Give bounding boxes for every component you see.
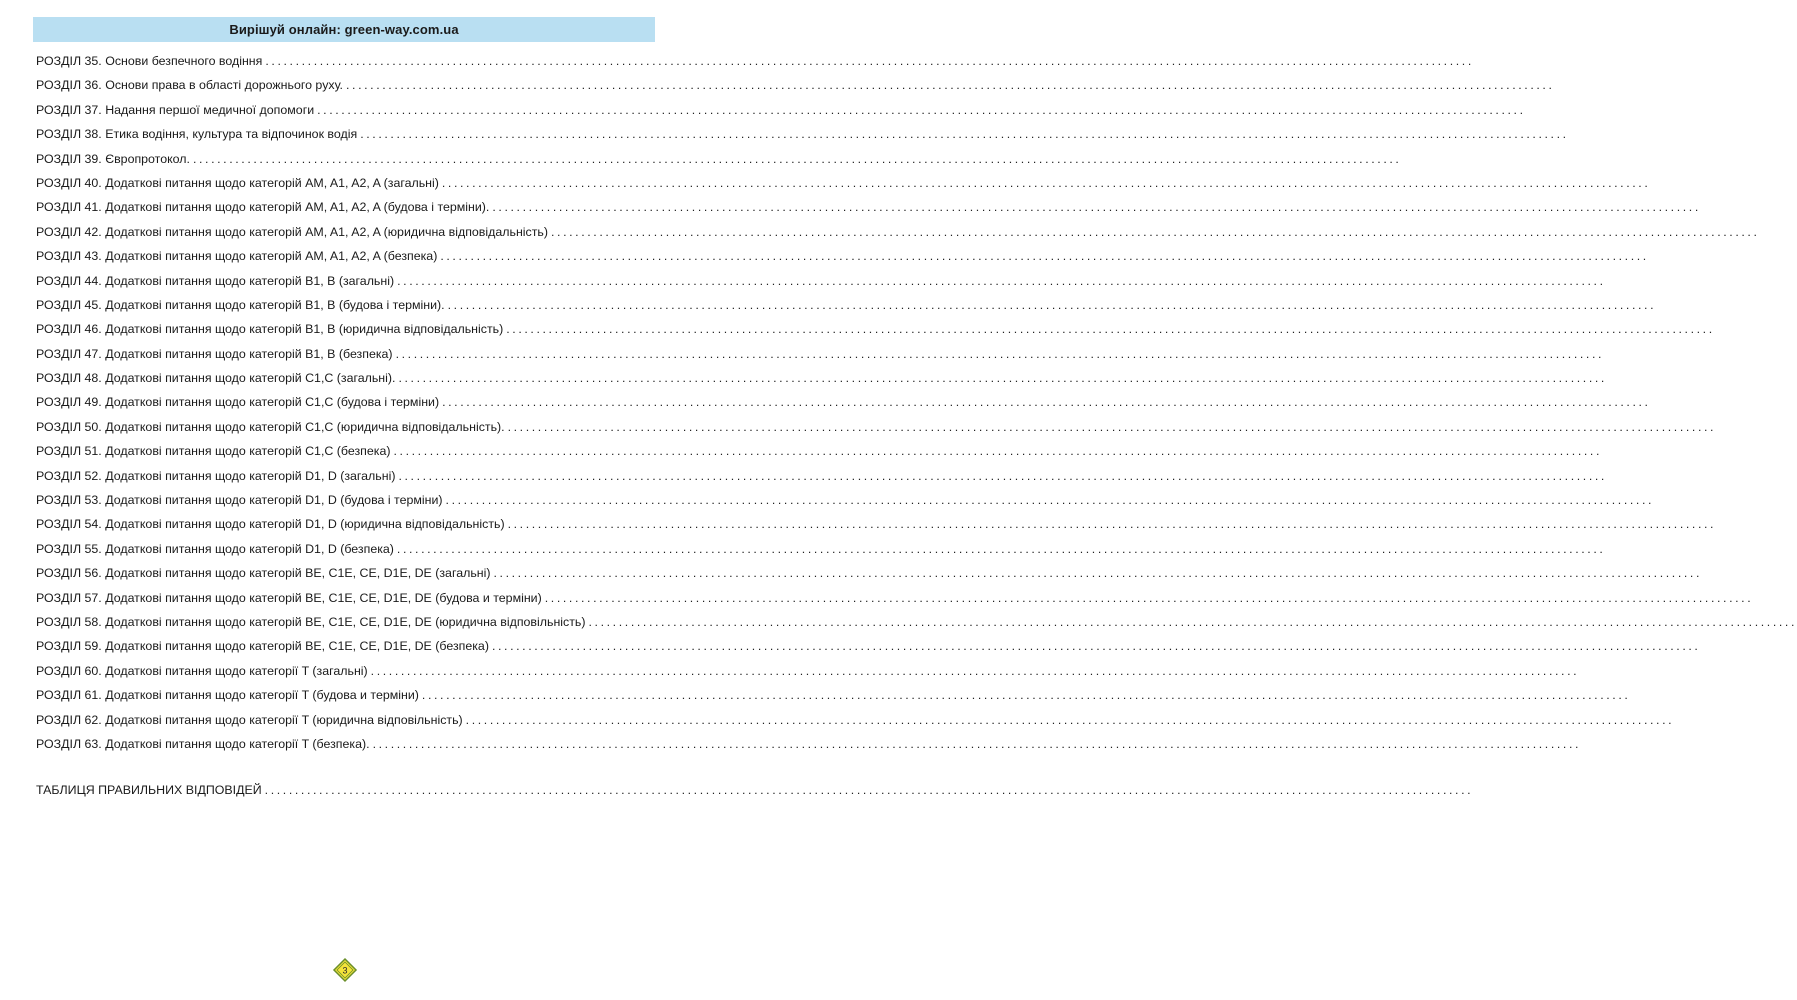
page-number: 3 xyxy=(342,965,348,976)
toc-row[interactable] xyxy=(36,708,1675,732)
dot-leader: ........................................................................................................................................................................................................ xyxy=(396,541,1606,556)
toc-row[interactable] xyxy=(36,464,1607,488)
dot-leader: ........................................................................................................................................................................................................ xyxy=(370,663,1580,678)
dot-leader: ........................................................................................................................................................................................................ xyxy=(317,102,1526,117)
toc-label: РОЗДІЛ 56. Додаткові питання щодо категорій BE, C1E, CE, D1E, DE (загальні) xyxy=(36,566,491,581)
toc-label: РОЗДІЛ 59. Додаткові питання щодо категорій BE, C1E, CE, D1E, DE (безпека) xyxy=(36,639,489,654)
toc-label: РОЗДІЛ 61. Додаткові питання щодо категорії T (будова и терміни) xyxy=(36,688,419,703)
table-of-contents xyxy=(36,49,1797,756)
toc-label: РОЗДІЛ 45. Додаткові питання щодо категорій B1, B (будова і терміни). xyxy=(36,297,445,312)
dot-leader: ........................................................................................................................................................................................................ xyxy=(397,273,1606,288)
dot-leader: ........................................................................................................................................................................................................ xyxy=(264,783,1474,797)
toc-row[interactable] xyxy=(36,98,1526,122)
toc-row[interactable] xyxy=(36,634,1701,658)
toc-row[interactable] xyxy=(36,147,1402,171)
toc-label: РОЗДІЛ 50. Додаткові питання щодо категорій C1,C (юридична відповідальність). xyxy=(36,419,505,434)
toc-row[interactable] xyxy=(36,220,1760,244)
dot-leader: ........................................................................................................................................................................................................ xyxy=(447,297,1657,312)
toc-label: РОЗДІЛ 41. Додаткові питання щодо категорій AM, A1, A2, A (будова і терміни). xyxy=(36,200,490,215)
toc-label: РОЗДІЛ 57. Додаткові питання щодо категорій BE, C1E, CE, D1E, DE (будова и терміни) xyxy=(36,590,542,605)
toc-row[interactable] xyxy=(36,610,1797,634)
dot-leader: ........................................................................................................................................................................................................ xyxy=(588,614,1797,629)
dot-leader: ........................................................................................................................................................................................................ xyxy=(445,493,1655,508)
toc-label: РОЗДІЛ 60. Додаткові питання щодо категорії T (загальні) xyxy=(36,663,368,678)
answers-section xyxy=(36,778,1474,802)
dot-leader: ........................................................................................................................................................................................................ xyxy=(421,688,1631,703)
toc-label: РОЗДІЛ 35. Основи безпечного водіння xyxy=(36,54,263,68)
toc-row[interactable] xyxy=(36,122,1569,146)
toc-row[interactable] xyxy=(36,439,1602,463)
toc-row[interactable] xyxy=(36,195,1701,219)
diamond-badge-icon xyxy=(333,958,357,982)
toc-label: РОЗДІЛ 48. Додаткові питання щодо категорій C1,C (загальні). xyxy=(36,371,396,386)
toc-row[interactable] xyxy=(36,342,1605,366)
toc-row[interactable] xyxy=(36,415,1717,439)
toc-label: РОЗДІЛ 53. Додаткові питання щодо категорій D1, D (будова і терміни) xyxy=(36,493,443,508)
toc-label: РОЗДІЛ 36. Основи права в області дорожнього руху. xyxy=(36,78,343,93)
toc-label: РОЗДІЛ 58. Додаткові питання щодо категорій BE, C1E, CE, D1E, DE (юридична відповільність) xyxy=(36,614,586,629)
banner-text: Вирішуй онлайн: green-way.com.ua xyxy=(229,22,459,37)
dot-leader: ........................................................................................................................................................................................................ xyxy=(493,566,1703,581)
toc-row[interactable] xyxy=(36,73,1555,97)
toc-label: РОЗДІЛ 52. Додаткові питання щодо категорій D1, D (загальні) xyxy=(36,468,396,483)
toc-row[interactable] xyxy=(36,366,1607,390)
toc-label: РОЗДІЛ 55. Додаткові питання щодо категорій D1, D (безпека) xyxy=(36,541,394,556)
toc-row-answers-table[interactable] xyxy=(36,778,1474,802)
dot-leader: ........................................................................................................................................................................................................ xyxy=(441,175,1651,190)
dot-leader: ........................................................................................................................................................................................................ xyxy=(507,517,1717,532)
toc-row[interactable] xyxy=(36,561,1703,585)
toc-row[interactable] xyxy=(36,244,1649,268)
toc-label: РОЗДІЛ 49. Додаткові питання щодо категорій C1,C (будова і терміни) xyxy=(36,395,440,410)
toc-label: РОЗДІЛ 63. Додаткові питання щодо категорії T (безпека). xyxy=(36,736,370,751)
toc-label: РОЗДІЛ 54. Додаткові питання щодо категорій D1, D (юридична відповідальність) xyxy=(36,517,505,532)
toc-row[interactable] xyxy=(36,586,1754,610)
toc-row[interactable] xyxy=(36,537,1606,561)
toc-row[interactable] xyxy=(36,683,1631,707)
toc-label: ТАБЛИЦЯ ПРАВИЛЬНИХ ВІДПОВІДЕЙ xyxy=(36,783,262,797)
dot-leader: ........................................................................................................................................................................................................ xyxy=(393,444,1602,459)
toc-row[interactable] xyxy=(36,317,1715,341)
dot-leader: ........................................................................................................................................................................................................ xyxy=(398,371,1607,386)
toc-label: РОЗДІЛ 38. Етика водіння, культура та відпочинок водія xyxy=(36,127,358,142)
page-number-badge xyxy=(333,958,357,982)
toc-label: РОЗДІЛ 47. Додаткові питання щодо категорій B1, B (безпека) xyxy=(36,346,393,361)
toc-row[interactable] xyxy=(36,269,1606,293)
dot-leader: ........................................................................................................................................................................................................ xyxy=(265,54,1474,68)
toc-label: РОЗДІЛ 37. Надання першої медичної допомоги xyxy=(36,102,315,117)
toc-label: РОЗДІЛ 46. Додаткові питання щодо категорій B1, B (юридична відповідальність) xyxy=(36,322,504,337)
dot-leader: ........................................................................................................................................................................................................ xyxy=(506,322,1715,337)
toc-row[interactable] xyxy=(36,488,1655,512)
dot-leader: ........................................................................................................................................................................................................ xyxy=(551,224,1760,239)
toc-row[interactable] xyxy=(36,390,1651,414)
dot-leader: ........................................................................................................................................................................................................ xyxy=(492,200,1701,215)
dot-leader: ........................................................................................................................................................................................................ xyxy=(192,151,1402,166)
dot-leader: ........................................................................................................................................................................................................ xyxy=(491,639,1701,654)
toc-label: РОЗДІЛ 44. Додаткові питання щодо категорій B1, B (загальні) xyxy=(36,273,395,288)
toc-row[interactable] xyxy=(36,171,1651,195)
toc-label: РОЗДІЛ 51. Додаткові питання щодо категорій C1,C (безпека) xyxy=(36,444,391,459)
toc-label: РОЗДІЛ 39. Європротокол. xyxy=(36,151,190,166)
dot-leader: ........................................................................................................................................................................................................ xyxy=(360,127,1569,142)
toc-row[interactable] xyxy=(36,659,1580,683)
dot-leader: ........................................................................................................................................................................................................ xyxy=(544,590,1754,605)
dot-leader: ........................................................................................................................................................................................................ xyxy=(442,395,1651,410)
dot-leader: ........................................................................................................................................................................................................ xyxy=(372,736,1582,751)
site-banner xyxy=(33,17,655,42)
toc-label: РОЗДІЛ 40. Додаткові питання щодо категорій AM, A1, A2, A (загальні) xyxy=(36,175,439,190)
dot-leader: ........................................................................................................................................................................................................ xyxy=(507,419,1717,434)
dot-leader: ........................................................................................................................................................................................................ xyxy=(465,712,1675,727)
toc-label: РОЗДІЛ 43. Додаткові питання щодо категорій AM, A1, A2, A (безпека) xyxy=(36,249,438,264)
toc-row[interactable] xyxy=(36,49,1474,73)
dot-leader: ........................................................................................................................................................................................................ xyxy=(345,78,1555,93)
dot-leader: ........................................................................................................................................................................................................ xyxy=(440,249,1649,264)
dot-leader: ........................................................................................................................................................................................................ xyxy=(395,346,1605,361)
toc-label: РОЗДІЛ 62. Додаткові питання щодо категорії T (юридична відповільність) xyxy=(36,712,463,727)
toc-label: РОЗДІЛ 42. Додаткові питання щодо категорій AM, A1, A2, A (юридична відповідальність) xyxy=(36,224,548,239)
dot-leader: ........................................................................................................................................................................................................ xyxy=(398,468,1607,483)
toc-row[interactable] xyxy=(36,293,1657,317)
toc-row[interactable] xyxy=(36,512,1717,536)
toc-row[interactable] xyxy=(36,732,1582,756)
